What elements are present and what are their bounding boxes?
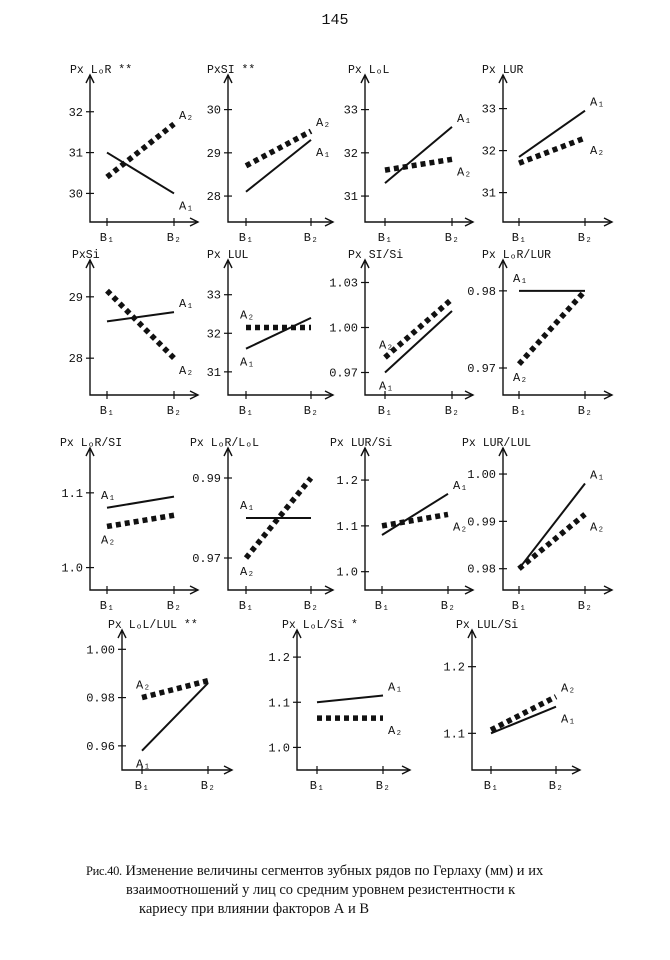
chart-panel-6 [207, 249, 333, 418]
y-tick-label: 33 [343, 103, 358, 118]
series-line-a2 [519, 291, 585, 364]
chart-panel-10 [190, 437, 333, 613]
chart-title: Px LₒR/LUR [482, 249, 552, 262]
series-label: A₂ [316, 116, 331, 131]
y-tick-label: 1.1 [336, 519, 358, 534]
series-label: A₁ [453, 478, 468, 493]
series-label: A₂ [379, 338, 394, 353]
chart-panel-3 [344, 64, 473, 245]
y-tick-label: 32 [343, 146, 358, 161]
x-tick-label: B₂ [577, 404, 593, 418]
chart-panel-15 [443, 619, 580, 793]
y-tick-label: 0.97 [329, 366, 358, 381]
y-tick-label: 33 [206, 288, 221, 303]
x-tick-label: B₂ [577, 599, 593, 613]
x-tick-label: B₂ [166, 231, 182, 245]
x-tick-label: B₁ [511, 231, 527, 245]
y-tick-label: 1.00 [467, 468, 496, 483]
y-tick-label: 31 [68, 146, 83, 161]
series-line-a1 [107, 153, 174, 194]
series-label: A₁ [457, 111, 472, 126]
series-line-a2 [491, 697, 556, 730]
x-tick-label: B₁ [511, 599, 527, 613]
series-label: A₂ [136, 678, 151, 693]
series-label: A₂ [590, 520, 605, 535]
series-label: A₂ [561, 681, 576, 696]
series-line-a1 [519, 484, 585, 569]
chart-title: Px LₒL/Si * [282, 619, 358, 632]
series-label: A₂ [457, 165, 472, 180]
figure-caption [86, 862, 646, 919]
x-tick-label: B₂ [577, 231, 593, 245]
chart-title: Px LₒR ** [70, 64, 133, 77]
series-label: A₁ [101, 488, 116, 503]
series-line-a2 [385, 299, 452, 358]
series-label: A₁ [590, 468, 605, 483]
x-tick-label: B₁ [309, 779, 325, 793]
series-line-a2 [107, 291, 174, 359]
y-tick-label: 1.1 [268, 696, 290, 711]
y-tick-label: 29 [206, 146, 221, 161]
y-tick-label: 29 [68, 290, 83, 305]
y-tick-label: 0.98 [467, 562, 496, 577]
series-label: A₁ [240, 355, 255, 370]
y-tick-label: 30 [206, 103, 221, 118]
y-tick-label: 32 [68, 105, 83, 120]
series-label: A₁ [379, 379, 394, 394]
y-tick-label: 0.98 [467, 284, 496, 299]
chart-title: Px LUR [482, 64, 524, 77]
chart-title: Px LₒR/LₒL [190, 437, 260, 450]
y-tick-label: 0.98 [86, 691, 115, 706]
y-tick-label: 1.0 [61, 561, 83, 576]
y-tick-label: 1.00 [329, 321, 358, 336]
chart-panel-8 [467, 249, 612, 418]
chart-title: Px LₒL/LUL ** [108, 619, 198, 632]
series-label: A₂ [240, 565, 255, 579]
series-line-a2 [107, 515, 174, 526]
series-line-a2 [382, 514, 448, 525]
chart-title: Px LUR/LUL [462, 437, 532, 450]
y-tick-label: 0.97 [467, 362, 496, 376]
x-tick-label: B₁ [238, 231, 254, 245]
chart-panel-2 [207, 64, 333, 245]
x-tick-label: B₂ [444, 404, 460, 418]
chart-axes [297, 630, 410, 770]
y-tick-label: 31 [481, 186, 496, 201]
series-label: A₁ [388, 680, 403, 695]
y-tick-label: 1.2 [443, 660, 465, 675]
x-tick-label: B₁ [377, 404, 393, 418]
series-label: A₂ [513, 371, 528, 386]
series-line-a2 [142, 681, 208, 698]
series-label: A₂ [240, 308, 255, 323]
x-tick-label: B₂ [303, 231, 319, 245]
series-line-a1 [519, 111, 585, 157]
x-tick-label: B₁ [238, 599, 254, 613]
chart-title: PxSi [72, 249, 100, 262]
chart-title: Px LₒR/SI [60, 437, 123, 450]
series-line-a1 [385, 311, 452, 373]
y-tick-label: 0.99 [467, 515, 496, 530]
x-tick-label: B₂ [548, 779, 564, 793]
y-tick-label: 28 [206, 190, 221, 205]
chart-panel-1 [69, 64, 198, 245]
y-tick-label: 31 [343, 190, 358, 205]
x-tick-label: B₁ [99, 599, 115, 613]
series-line-a1 [246, 318, 311, 349]
y-tick-label: 33 [481, 102, 496, 117]
x-tick-label: B₂ [303, 404, 319, 418]
y-tick-label: 1.2 [336, 474, 358, 489]
y-tick-label: 32 [481, 144, 496, 159]
chart-axes [365, 75, 473, 222]
chart-title: Px SI/Si [348, 249, 404, 262]
chart-axes [472, 630, 580, 770]
y-tick-label: 1.0 [268, 741, 290, 756]
series-line-a2 [107, 124, 174, 177]
series-label: A₁ [316, 145, 331, 160]
y-tick-label: 1.1 [61, 486, 83, 501]
x-tick-label: B₂ [166, 404, 182, 418]
series-label: A₁ [590, 95, 605, 110]
x-tick-label: B₁ [134, 779, 150, 793]
x-tick-label: B₁ [483, 779, 499, 793]
y-tick-label: 31 [206, 365, 221, 380]
y-tick-label: 1.2 [268, 651, 290, 666]
x-tick-label: B₁ [238, 404, 254, 418]
x-tick-label: B₁ [99, 404, 115, 418]
series-line-a1 [107, 312, 174, 321]
series-line-a1 [385, 127, 452, 183]
x-tick-label: B₂ [303, 599, 319, 613]
series-label: A₁ [513, 271, 528, 286]
y-tick-label: 0.99 [192, 472, 221, 486]
y-tick-label: 30 [68, 187, 83, 202]
chart-panel-7 [329, 249, 473, 418]
chart-title: PxSI ** [207, 64, 256, 77]
chart-panel-11 [330, 437, 473, 613]
x-tick-label: B₂ [444, 231, 460, 245]
caption-line-1: Изменение величины сегментов зубных рядов по Герлаху (мм) и их [125, 863, 544, 879]
chart-panel-5 [69, 249, 198, 418]
y-tick-label: 28 [68, 352, 83, 367]
x-tick-label: B₂ [375, 779, 391, 793]
series-label: A₁ [179, 297, 194, 312]
x-tick-label: B₁ [377, 231, 393, 245]
chart-title: Px LUR/Si [330, 437, 393, 450]
caption-line-2: взаимоотношений у лиц со средним уровнем резистентности к [126, 882, 516, 898]
chart-title: Px LUL/Si [456, 619, 519, 632]
series-line-a1 [317, 695, 383, 702]
series-line-a2 [519, 514, 585, 568]
x-tick-label: B₁ [374, 599, 390, 613]
chart-panel-4 [482, 64, 612, 245]
y-tick-label: 0.96 [86, 739, 115, 754]
series-label: A₂ [101, 533, 116, 548]
x-tick-label: B₁ [511, 404, 527, 418]
y-tick-label: 1.00 [86, 643, 115, 658]
x-tick-label: B₂ [166, 599, 182, 613]
series-label: A₁ [240, 499, 255, 513]
series-label: A₂ [388, 724, 403, 739]
x-tick-label: B₂ [440, 599, 456, 613]
chart-panel-13 [86, 619, 232, 793]
caption-line-3: кариесу при влиянии факторов А и В [139, 901, 370, 917]
y-tick-label: 32 [206, 327, 221, 342]
chart-axes [228, 260, 333, 395]
y-tick-label: 1.0 [336, 565, 358, 580]
chart-panel-12 [462, 437, 612, 613]
series-line-a2 [385, 159, 452, 170]
series-label: A₂ [179, 109, 194, 123]
page-number: 145 [321, 12, 349, 29]
series-label: A₁ [136, 757, 151, 772]
y-tick-label: 1.1 [443, 727, 465, 742]
series-label: A₂ [179, 364, 194, 379]
chart-panel-14 [268, 619, 410, 793]
series-label: A₁ [179, 199, 194, 214]
series-label: A₂ [453, 520, 468, 535]
y-tick-label: 0.97 [192, 552, 221, 566]
chart-axes [122, 630, 232, 770]
x-tick-label: B₁ [99, 231, 115, 245]
series-label: A₂ [590, 144, 605, 158]
series-line-a1 [107, 497, 174, 508]
series-label: A₁ [561, 712, 576, 727]
chart-title: Px LUL [207, 249, 249, 262]
x-tick-label: B₂ [200, 779, 216, 793]
chart-title: Px LₒL [348, 64, 390, 77]
caption-prefix: Рис.40. [86, 864, 122, 878]
chart-panel-9 [60, 437, 198, 613]
y-tick-label: 1.03 [329, 276, 358, 291]
